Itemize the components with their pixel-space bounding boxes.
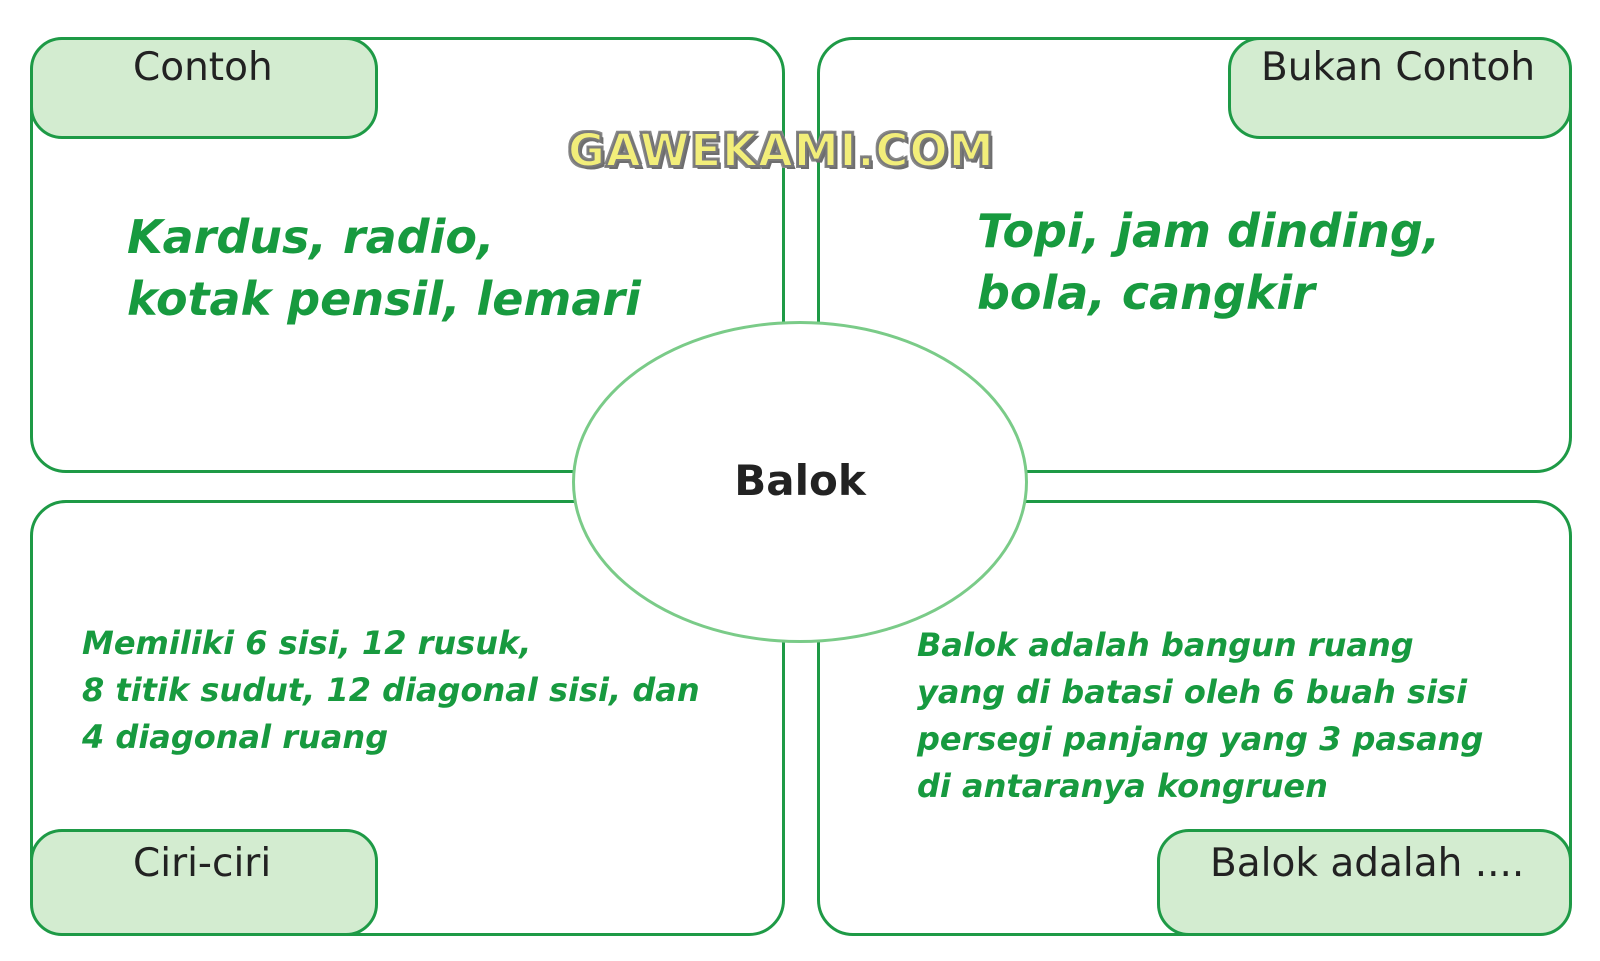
tag-balok-adalah (1157, 829, 1572, 936)
tag-contoh-label: Contoh (133, 45, 273, 90)
tag-contoh (30, 37, 378, 139)
tag-ciri-ciri (30, 829, 378, 936)
center-ellipse (572, 321, 1028, 643)
tag-balok-adalah-label: Balok adalah .... (1210, 841, 1525, 886)
balok-adalah-text: Balok adalah bangun ruang yang di batasi oleh 6 buah sisi persegi panjang yang 3 pasang di antaranya kongruen (917, 626, 1484, 805)
contoh-text: Kardus, radio, kotak pensil, lemari (127, 210, 641, 326)
center-label: Balok (734, 456, 866, 505)
watermark: GAWEKAMI.COM (568, 124, 995, 177)
tag-bukan-contoh (1228, 37, 1572, 139)
bukan-contoh-text: Topi, jam dinding, bola, cangkir (977, 204, 1441, 320)
tag-bukan-contoh-label: Bukan Contoh (1261, 45, 1536, 90)
tag-ciri-ciri-label: Ciri-ciri (133, 841, 272, 886)
ciri-ciri-text: Memiliki 6 sisi, 12 rusuk, 8 titik sudut, 12 diagonal sisi, dan 4 diagonal ruang (82, 624, 700, 756)
